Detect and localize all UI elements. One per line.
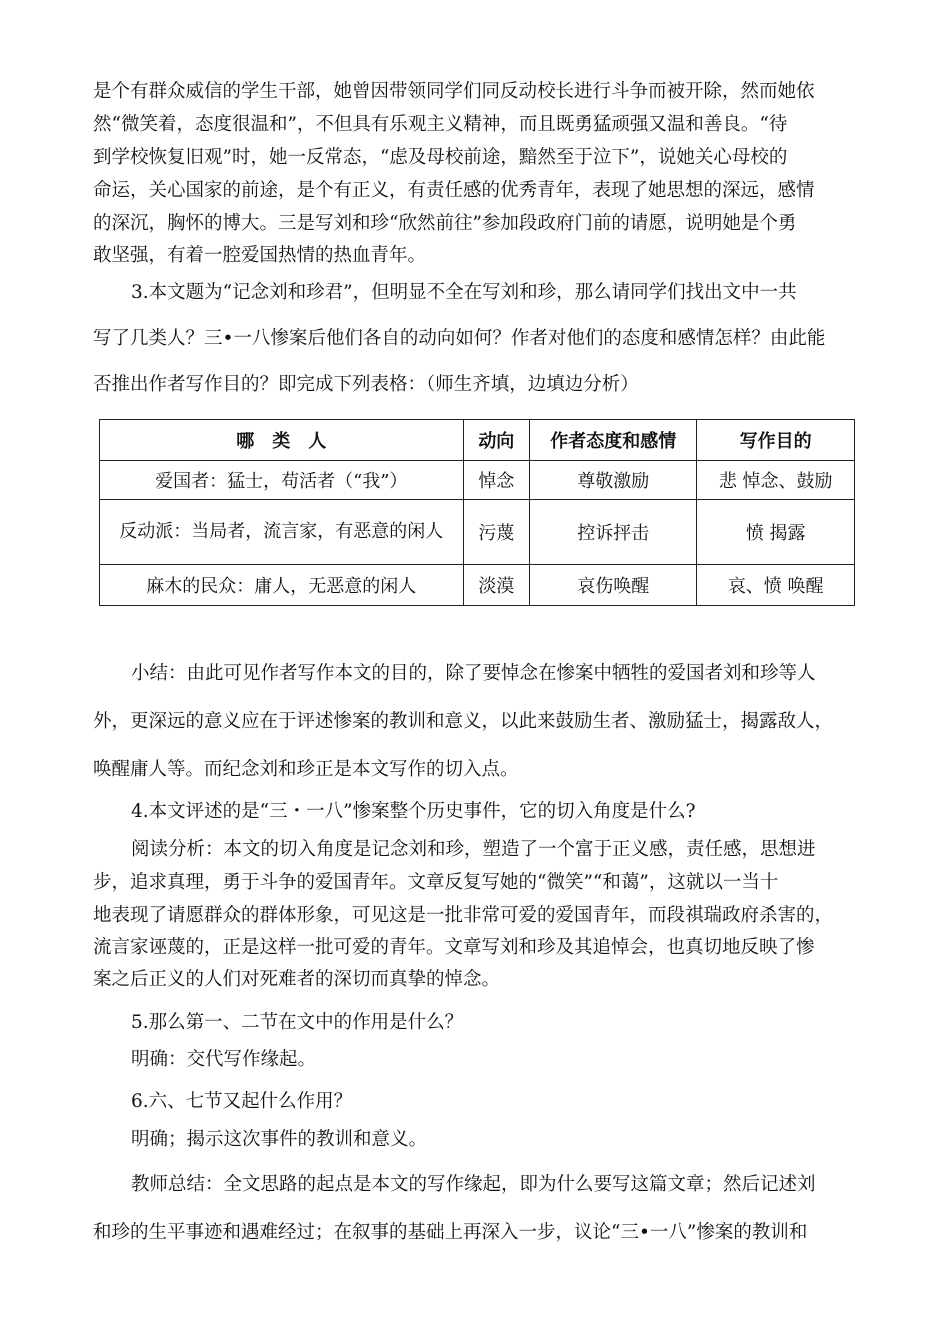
- table-header-row: [100, 420, 855, 461]
- analysis-line: 流言家诬蔑的，正是这样一批可爱的青年。文章写刘和珍及其追悼会，也真切地反映了惨: [93, 937, 815, 958]
- table-row: [100, 500, 855, 565]
- table-cell: 淡漠: [463, 565, 530, 606]
- answer-6: 明确；揭示这次事件的教训和意义。: [131, 1129, 428, 1150]
- answer-5: 明确：交代写作缘起。: [131, 1049, 317, 1070]
- summary-line: 外，更深远的意义应在于评述惨案的教训和意义，以此来鼓励生者、激励猛士，揭露敌人，: [93, 711, 834, 732]
- analysis-line: 步，追求真理，勇于斗争的爱国青年。文章反复写她的“微笑”“和蔼”，这就以一当十: [93, 872, 779, 893]
- question-5: 5.那么第一、二节在文中的作用是什么？: [131, 1012, 464, 1033]
- analysis-table: [99, 419, 855, 606]
- header-people: 哪 类 人: [100, 420, 464, 461]
- question-3-line: 否推出作者写作目的？即完成下列表格：（师生齐填，边填边分析）: [93, 374, 639, 395]
- table-cell: 污蔑: [463, 500, 530, 565]
- table-row: [100, 565, 855, 606]
- table-cell: 悲 悼念、鼓励: [697, 461, 855, 500]
- analysis-line: 案之后正义的人们对死难者的深切而真挚的悼念。: [93, 969, 501, 990]
- paragraph-line: 到学校恢复旧观”时，她一反常态，“虑及母校前途，黯然至于泣下”，说她关心母校的: [93, 147, 788, 168]
- header-attitude: 作者态度和感情: [530, 420, 697, 461]
- paragraph-line: 敢坚强，有着一腔爱国热情的热血青年。: [93, 245, 427, 266]
- header-action: 动向: [463, 420, 530, 461]
- paragraph-line: 是个有群众威信的学生干部，她曾因带领同学们同反动校长进行斗争而被开除，然而她依: [93, 81, 815, 102]
- question-3-line: 写了几类人？三•一八惨案后他们各自的动向如何？作者对他们的态度和感情怎样？由此能: [93, 328, 826, 349]
- header-purpose: 写作目的: [697, 420, 855, 461]
- summary-line: 小结：由此可见作者写作本文的目的，除了要悼念在惨案中牺牲的爱国者刘和珍等人: [131, 663, 816, 684]
- table-cell: 麻木的民众：庸人，无恶意的闲人: [100, 565, 464, 606]
- summary-line: 唤醒庸人等。而纪念刘和珍正是本文写作的切入点。: [93, 759, 519, 780]
- table-cell: 控诉抨击: [530, 500, 697, 565]
- table-cell: 哀伤唤醒: [530, 565, 697, 606]
- table-cell: 爱国者：猛士，苟活者（“我”）: [100, 461, 464, 500]
- question-4: 4.本文评述的是“三・一八”惨案整个历史事件，它的切入角度是什么?: [131, 801, 696, 822]
- table-cell: 反动派：当局者，流言家，有恶意的闲人: [100, 500, 464, 565]
- conclusion-line: 教师总结：全文思路的起点是本文的写作缘起，即为什么要写这篇文章；然后记述刘: [131, 1174, 816, 1195]
- table-cell: 尊敬激励: [530, 461, 697, 500]
- analysis-line: 地表现了请愿群众的群体形象，可见这是一批非常可爱的爱国青年，而段祺瑞政府杀害的，: [93, 905, 834, 926]
- table-row: [100, 461, 855, 500]
- question-6: 6.六、七节又起什么作用？: [131, 1091, 353, 1112]
- paragraph-line: 命运，关心国家的前途，是个有正义，有责任感的优秀青年，表现了她思想的深远，感情: [93, 180, 815, 201]
- table-cell: 哀、愤 唤醒: [697, 565, 855, 606]
- table-cell: 悼念: [463, 461, 530, 500]
- question-3-line: 3.本文题为“记念刘和珍君”，但明显不全在写刘和珍，那么请同学们找出文中一共: [131, 282, 797, 303]
- paragraph-line: 的深沉，胸怀的博大。三是写刘和珍“欣然前往”参加段政府门前的请愿，说明她是个勇: [93, 213, 797, 234]
- analysis-line: 阅读分析：本文的切入角度是记念刘和珍，塑造了一个富于正义感，责任感，思想进: [131, 839, 816, 860]
- table-cell: 愤 揭露: [697, 500, 855, 565]
- conclusion-line: 和珍的生平事迹和遇难经过；在叙事的基础上再深入一步，议论“三•一八”惨案的教训和: [93, 1222, 808, 1243]
- paragraph-line: 然“微笑着，态度很温和”，不但具有乐观主义精神，而且既勇猛顽强又温和善良。“待: [93, 114, 788, 135]
